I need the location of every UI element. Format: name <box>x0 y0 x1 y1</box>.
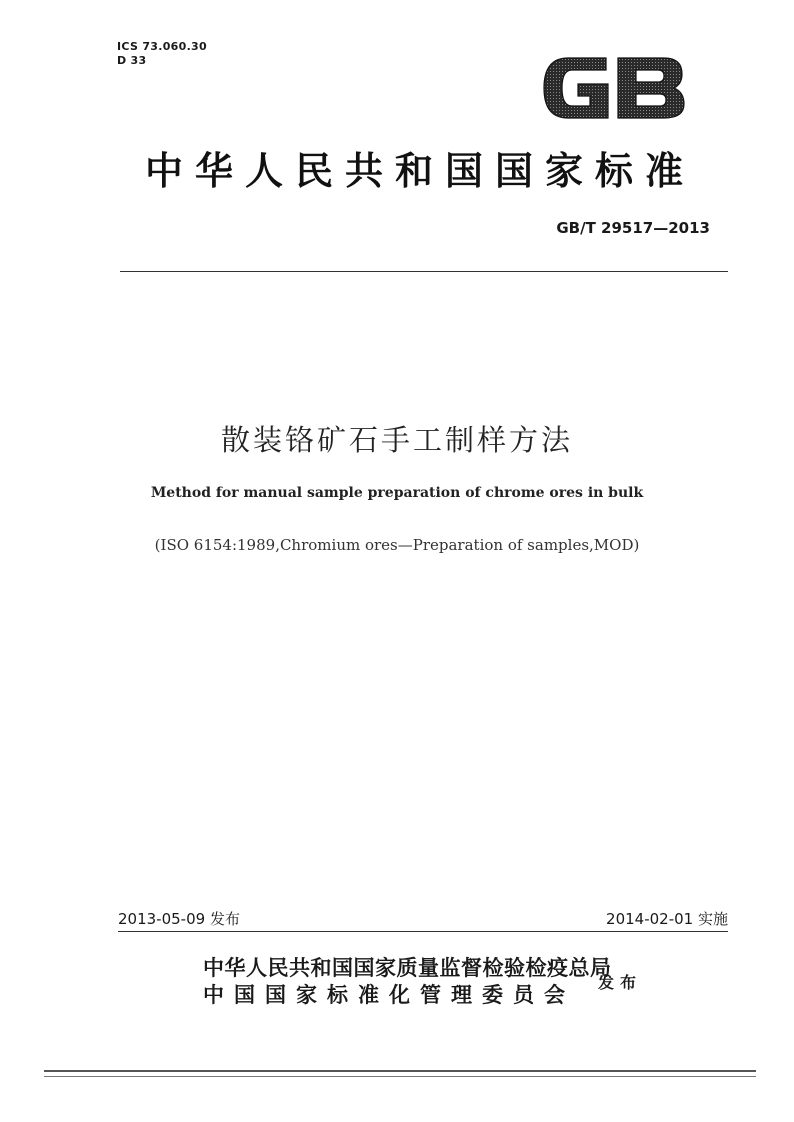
implementation-date: 2014-02-01 实施 <box>606 910 728 928</box>
ics-code: ICS 73.060.30 <box>117 40 207 53</box>
iso-reference: (ISO 6154:1989,Chromium ores—Preparation of samples,MOD) <box>154 536 640 554</box>
footer-divider <box>118 931 728 932</box>
publish-label: 发布 <box>598 973 643 992</box>
issuer-sac: 中国国家标准化管理委员会 <box>203 983 575 1007</box>
document-title-cn: 散装铬矿石手工制样方法 <box>220 423 573 457</box>
bottom-rule-thin <box>44 1076 756 1077</box>
gb-standard-logo <box>538 50 688 126</box>
classification-codes <box>117 40 207 68</box>
gb-logo-graphic <box>538 50 688 126</box>
standard-number: GB/T 29517—2013 <box>556 219 710 237</box>
issuer-aqsiq: 中华人民共和国国家质量监督检验检疫总局 <box>203 956 612 980</box>
bottom-rule-thick <box>44 1070 756 1072</box>
issue-date: 2013-05-09 发布 <box>118 910 240 928</box>
ccs-code: D 33 <box>117 54 147 67</box>
standard-category-title: 中华人民共和国国家标准 <box>144 149 695 193</box>
header-divider <box>120 271 728 272</box>
document-title-en: Method for manual sample preparation of chrome ores in bulk <box>150 485 644 501</box>
